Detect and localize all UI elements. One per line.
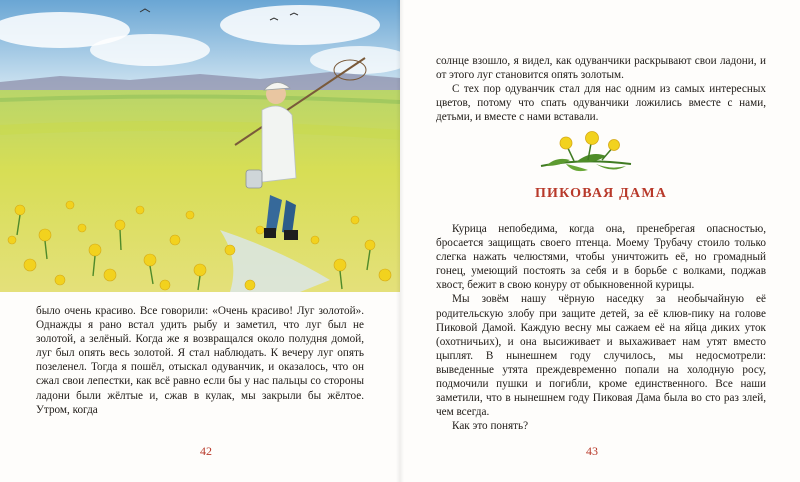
right-page-top-text	[436, 54, 766, 124]
paragraph: солнце взошло, я видел, как одуванчики раскрывают свои ладони, и от этого луг становится опять золотым.	[436, 55, 766, 82]
paragraph: Курица непобедима, когда она, пренебрегая опасностью, бросается защищать своего птенца. Моему Трубачу стоило только слегка нажать челюстями, чтобы уничтожить её, но громадный гонец, умеющий постоять за себя и в борьбе с волками, поджав хвост, бежит в свою конуру от обыкновенной курицы.	[436, 223, 766, 292]
dandelion-sprig-icon	[536, 130, 636, 178]
page-number-right: 43	[586, 444, 598, 458]
page-number-left: 42	[200, 444, 212, 458]
paragraph: было очень красиво. Все говорили: «Очень красиво! Луг золотой». Однажды я рано встал удить рыбу и заметил, что луг был не золотой, а зелёный. Когда же я возвращался около полудня домой, луг был опять весь золотой. Я стал наблюдать. К вечеру луг опять позеленел. Тогда я пошёл, отыскал одуванчик, и оказалось, что он сжал свои лепестки, как всё равно если бы у нас пальцы со стороны ладони были жёлтые и, сжав в кулак, мы закрыли бы жёлтое. Утром, когда	[36, 305, 364, 416]
paragraph: Мы зовём нашу чёрную наседку за необычайную её родительскую злобу при защите детей, за её клюв-пику на голове Пиковой Дамой. Каждую весну мы сажаем её на яйца диких уток (охотничьих), и она высиживает и выхаживает нам утят вместо цыплят. В нынешнем году случилось, мы недосмотрели: выведенные утята преждевременно попали на холодную росу, подмочили пушки и погибли, кроме единственного. Все наши заметили, что в нынешнем году Пиковая Дама была во сто раз злей, чем всегда.	[436, 293, 766, 419]
meadow-scene-image	[0, 0, 400, 292]
right-page-main-text	[436, 222, 766, 433]
meadow-illustration	[0, 0, 400, 292]
chapter-title: ПИКОВАЯ ДАМА	[534, 186, 668, 201]
paragraph: Как это понять?	[452, 420, 529, 433]
paragraph: С тех пор одуванчик стал для нас одним из самых интересных цветов, потому что спать одуванчики ложились вместе с нами, детьми, и вместе с нами вставали.	[436, 83, 766, 124]
left-page-text	[36, 304, 364, 417]
